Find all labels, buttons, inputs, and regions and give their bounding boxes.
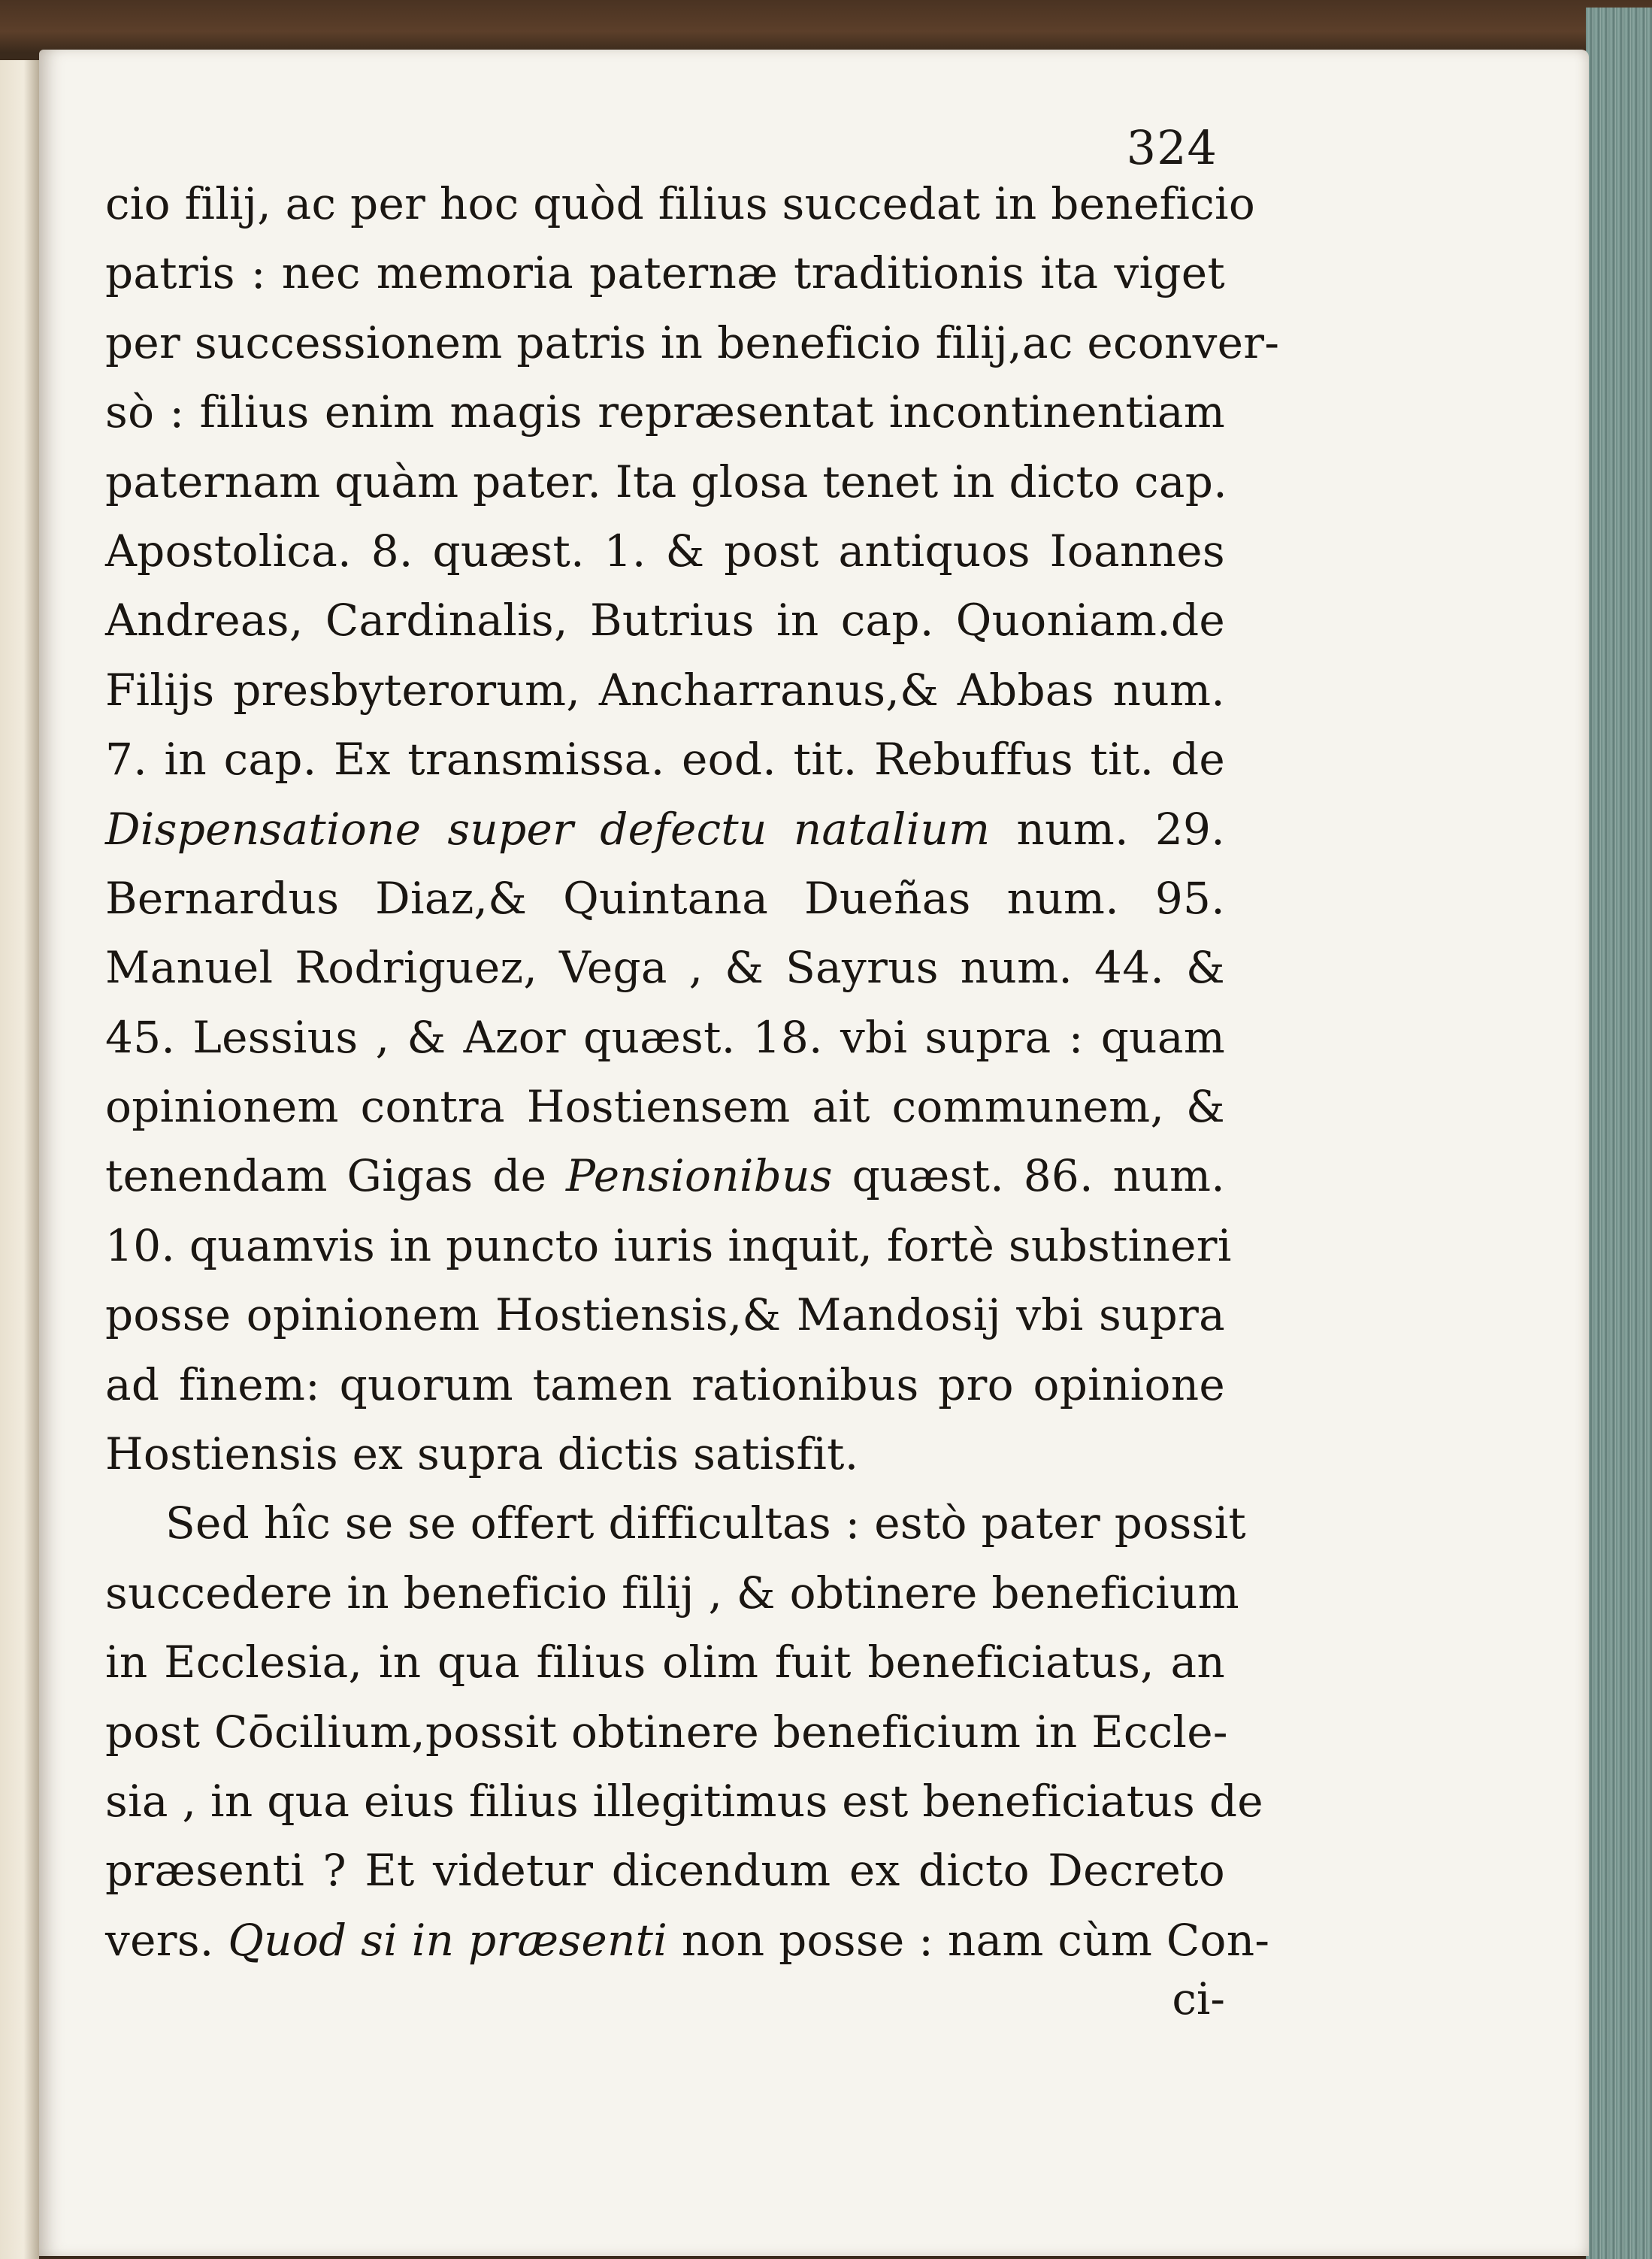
text-line: Manuel Rodriguez, Vega , & Sayrus num. 44. &	[105, 942, 1225, 994]
text-line: in Ecclesia, in qua filius olim fuit beneficiatus, an	[105, 1637, 1225, 1688]
text-line: opinionem contra Hostiensem ait communem, &	[105, 1081, 1225, 1133]
line-tail: num. 29.	[990, 803, 1225, 855]
paragraph-start-line: Sed hîc se se offert difficultas : estò pater possit	[165, 1497, 1247, 1549]
text-line: patris : nec memoria paternæ traditionis ita viget	[105, 247, 1225, 299]
italic-title: Pensionibus	[566, 1150, 833, 1202]
text-line: 10. quamvis in puncto iuris inquit, fortè substineri	[105, 1219, 1232, 1271]
text-line: ad finem: quorum tamen rationibus pro opinione	[105, 1358, 1225, 1410]
text-line: posse opinionem Hostiensis,& Mandosij vbi supra	[105, 1289, 1225, 1341]
text-line: post Cōcilium,possit obtinere beneficium in Eccle-	[105, 1706, 1228, 1758]
text-line: 45. Lessius , & Azor quæst. 18. vbi supra : quam	[105, 1011, 1225, 1063]
text-block	[105, 169, 1280, 1975]
facing-page-edge	[0, 60, 39, 2259]
page-block-edge	[1586, 8, 1652, 2259]
text-line: paternam quàm pater. Ita glosa tenet in dicto cap.	[105, 456, 1227, 507]
line-tail: quæst. 86. num.	[832, 1150, 1225, 1202]
text-line: Bernardus Diaz,& Quintana Dueñas num. 95.	[105, 872, 1225, 924]
text-line: cio filij, ac per hoc quòd filius succedat in beneficio	[105, 178, 1256, 229]
text-line: Filijs presbyterorum, Ancharranus,& Abbas num.	[105, 664, 1225, 716]
text-line: per successionem patris in beneficio filij,ac econver-	[105, 316, 1280, 368]
italic-title: Dispensatione super defectu natalium	[105, 803, 991, 855]
line-head: vers.	[105, 1914, 228, 1966]
text-line	[105, 795, 1225, 864]
text-line: Hostiensis ex supra dictis satisfit.	[105, 1428, 859, 1480]
text-line: præsenti ? Et videtur dicendum ex dicto Decreto	[105, 1845, 1225, 1897]
text-line: succedere in beneficio filij , & obtinere beneficium	[105, 1567, 1239, 1619]
text-line: Andreas, Cardinalis, Butrius in cap. Quoniam.de	[105, 595, 1225, 647]
text-line: sò : filius enim magis repræsentat incontinentiam	[105, 386, 1225, 438]
line-head: tenendam Gigas de	[105, 1150, 567, 1202]
text-line	[105, 1906, 1270, 1975]
text-line	[105, 1141, 1225, 1210]
italic-quote: Quod si in præsenti	[228, 1914, 668, 1966]
book-cover-edge	[0, 0, 1652, 53]
catchword: ci-	[1172, 1973, 1225, 2024]
page-number: 324	[1126, 120, 1218, 175]
text-line: Apostolica. 8. quæst. 1. & post antiquos Ioannes	[105, 525, 1225, 577]
line-tail: non posse : nam cùm Con-	[667, 1914, 1270, 1966]
text-line: sia , in qua eius filius illegitimus est beneficiatus de	[105, 1775, 1263, 1827]
text-line: 7. in cap. Ex transmissa. eod. tit. Rebuffus tit. de	[105, 734, 1225, 786]
